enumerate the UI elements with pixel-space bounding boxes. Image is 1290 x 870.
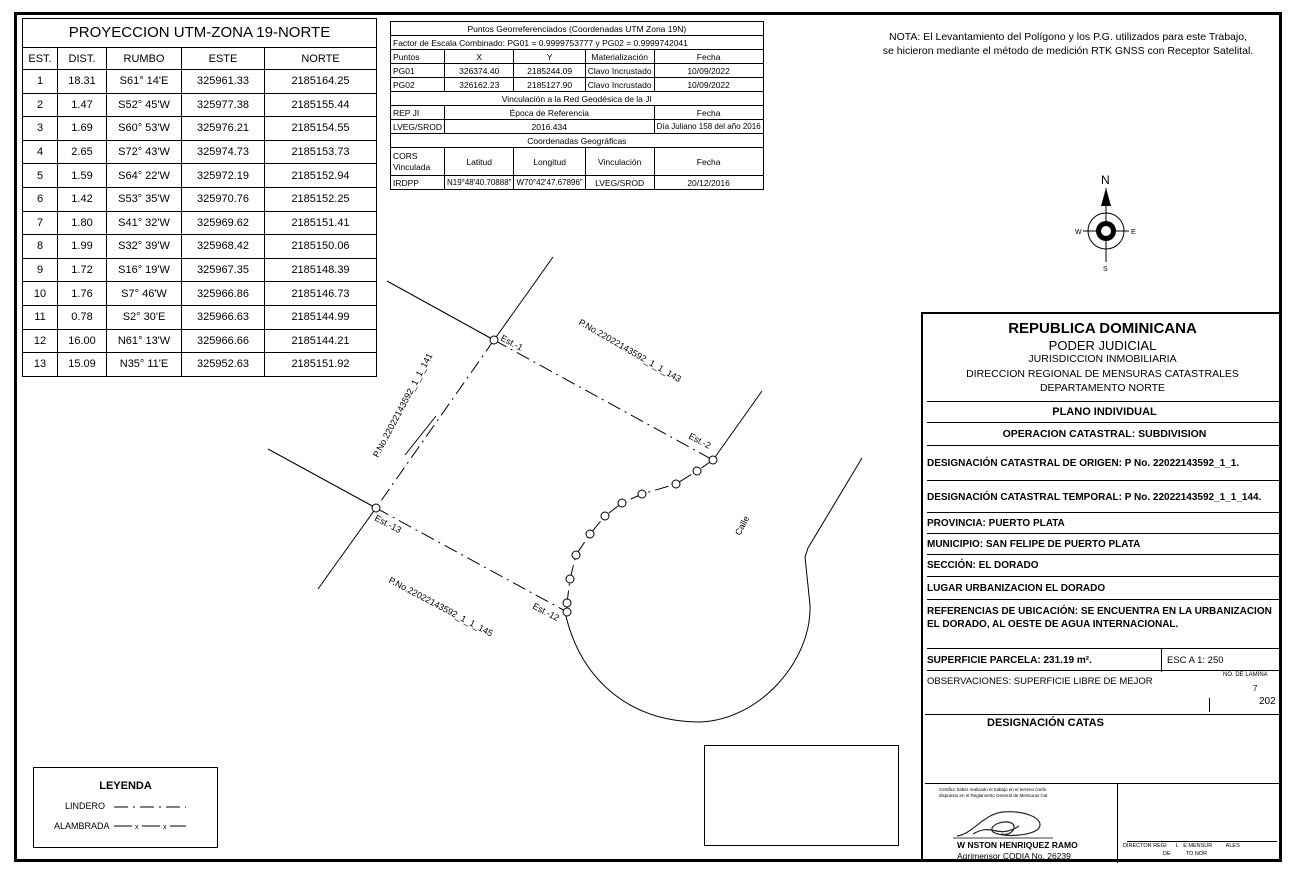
temporal-designation-text: DESIGNACIÓN CATASTRAL TEMPORAL: P No. 22022143592_1_1_144. bbox=[927, 491, 1262, 503]
vertex-marker bbox=[566, 575, 574, 583]
rumbo-cell: S53° 35'W bbox=[107, 187, 182, 211]
municipality bbox=[927, 533, 1282, 554]
point-x: 326162.23 bbox=[444, 78, 514, 92]
rep-header-epoca: Época de Referencia bbox=[444, 106, 654, 120]
surveyor-codia: Agrimensor CODIA No. 26239 bbox=[957, 851, 1071, 861]
operation-type bbox=[927, 422, 1282, 445]
rep-header-repji: REP JI bbox=[391, 106, 445, 120]
compass-n: N bbox=[1101, 173, 1110, 187]
vertex-marker bbox=[586, 530, 594, 538]
utm-header-rumbo: RUMBO bbox=[107, 48, 182, 70]
rumbo-cell: S41° 32'W bbox=[107, 211, 182, 235]
surface-text: SUPERFICIE PARCELA: 231.19 m². bbox=[927, 654, 1092, 666]
rumbo-cell: N35° 11'E bbox=[107, 353, 182, 377]
rumbo-cell: S2° 30'E bbox=[107, 305, 182, 329]
surface-divider bbox=[1161, 648, 1162, 672]
svg-text:x: x bbox=[163, 824, 167, 831]
vertex-marker bbox=[572, 551, 580, 559]
vertex-marker bbox=[693, 467, 701, 475]
norte-cell: 2185153.73 bbox=[265, 140, 377, 164]
utm-header-est: EST. bbox=[23, 48, 58, 70]
point-x: 326374.40 bbox=[444, 64, 514, 78]
rumbo-cell: S61° 14'E bbox=[107, 70, 182, 94]
point-y: 2185127.90 bbox=[514, 78, 585, 92]
rumbo-cell: S7° 46'W bbox=[107, 282, 182, 306]
geo-header-lon: Longitud bbox=[514, 148, 585, 176]
est-cell: 5 bbox=[23, 164, 58, 188]
year-fragment: 202 bbox=[1259, 696, 1276, 707]
point-id: PG02 bbox=[391, 78, 445, 92]
director-line1: DIRECTOR REGI L E MENSUR ALES bbox=[1123, 843, 1240, 849]
point-id: PG01 bbox=[391, 64, 445, 78]
dist-cell: 18.31 bbox=[58, 70, 107, 94]
neighbor-lines bbox=[268, 257, 862, 722]
certification-text bbox=[939, 787, 1048, 799]
point-date: 10/09/2022 bbox=[654, 78, 763, 92]
origin-designation bbox=[927, 445, 1282, 481]
alambrada-line-icon bbox=[114, 821, 186, 831]
legend bbox=[33, 767, 218, 848]
vertex-marker bbox=[372, 504, 380, 512]
este-cell: 325968.42 bbox=[182, 235, 265, 259]
dist-cell: 1.99 bbox=[58, 235, 107, 259]
vertex-marker bbox=[563, 599, 571, 607]
surveyor-signature-icon bbox=[953, 804, 1053, 844]
norte-cell: 2185152.25 bbox=[265, 187, 377, 211]
geo-header-vinc: Vinculación bbox=[585, 148, 654, 176]
origin-designation-text: DESIGNACIÓN CATASTRAL DE ORIGEN: P No. 22022143592_1_1. bbox=[927, 458, 1240, 469]
est-cell: 13 bbox=[23, 353, 58, 377]
plan-type-text: PLANO INDIVIDUAL bbox=[1052, 406, 1157, 418]
survey-note-line1: NOTA: El Levantamiento del Polígono y los P.G. utilizados para este Trabajo, bbox=[889, 31, 1247, 43]
compass-s: S bbox=[1103, 266, 1108, 273]
est1-label: Est.-1 bbox=[499, 332, 525, 353]
est2-label: Est.-2 bbox=[687, 430, 713, 451]
municipality-text: MUNICIPIO: SAN FELIPE DE PUERTO PLATA bbox=[927, 538, 1141, 550]
rumbo-cell: S32° 39'W bbox=[107, 235, 182, 259]
parcel-boundary bbox=[376, 340, 713, 612]
parcel-141-label: P.No.22022143592_1_1_141 bbox=[370, 351, 435, 459]
dist-cell: 1.80 bbox=[58, 211, 107, 235]
regional-title: DIRECCION REGIONAL DE MENSURAS CATASTRALES bbox=[966, 368, 1239, 380]
location-references-text: REFERENCIAS DE UBICACIÓN: SE ENCUENTRA EN LA URBANIZACION EL DORADO, AL OESTE DE AGUA INTERNACIONAL. bbox=[927, 606, 1272, 630]
este-cell: 325952.63 bbox=[182, 353, 265, 377]
este-cell: 325961.33 bbox=[182, 70, 265, 94]
plan-type bbox=[927, 401, 1282, 422]
norte-cell: 2185144.99 bbox=[265, 305, 377, 329]
dist-cell: 1.42 bbox=[58, 187, 107, 211]
north-arrow-icon bbox=[1083, 188, 1129, 262]
compass-w: W bbox=[1075, 229, 1082, 236]
geo-value-date: 20/12/2016 bbox=[654, 176, 763, 190]
certification-line1: Certifico haber realizado el trabajo en el terreno confo bbox=[939, 787, 1047, 792]
este-cell: 325966.63 bbox=[182, 305, 265, 329]
est-cell: 9 bbox=[23, 258, 58, 282]
geo-value-lat: N19°48'40.70888" bbox=[444, 176, 514, 190]
est-cell: 6 bbox=[23, 187, 58, 211]
geo-header-fecha: Fecha bbox=[654, 148, 763, 176]
svg-text:x: x bbox=[135, 824, 139, 831]
este-cell: 325977.38 bbox=[182, 93, 265, 117]
surveyor-name: W NSTON HENRIQUEZ RAMO bbox=[957, 840, 1078, 850]
norte-cell: 2185144.21 bbox=[265, 329, 377, 353]
est-cell: 8 bbox=[23, 235, 58, 259]
province-text: PROVINCIA: PUERTO PLATA bbox=[927, 517, 1065, 529]
est-cell: 1 bbox=[23, 70, 58, 94]
dist-cell: 2.65 bbox=[58, 140, 107, 164]
geo-value-cors: IRDPP bbox=[391, 176, 445, 190]
observations-text: OBSERVACIONES: SUPERFICIE LIBRE DE MEJOR bbox=[927, 675, 1153, 687]
branch-title: PODER JUDICIAL bbox=[1048, 338, 1157, 353]
vertex-marker bbox=[563, 608, 571, 616]
legend-lindero-label: LINDERO bbox=[65, 801, 106, 811]
norte-cell: 2185146.73 bbox=[265, 282, 377, 306]
surface bbox=[927, 648, 1282, 671]
director-signature-line bbox=[1127, 841, 1277, 842]
dist-cell: 1.72 bbox=[58, 258, 107, 282]
este-cell: 325967.35 bbox=[182, 258, 265, 282]
est-cell: 4 bbox=[23, 140, 58, 164]
rumbo-cell: S72° 43'W bbox=[107, 140, 182, 164]
este-cell: 325976.21 bbox=[182, 117, 265, 141]
province bbox=[927, 512, 1282, 533]
norte-cell: 2185155.44 bbox=[265, 93, 377, 117]
este-cell: 325970.76 bbox=[182, 187, 265, 211]
rumbo-cell: S52° 45'W bbox=[107, 93, 182, 117]
geo-title: Coordenadas Geográficas bbox=[391, 134, 764, 148]
points-table-title: Puntos Georreferenciados (Coordenadas UTM Zona 19N) bbox=[391, 22, 764, 36]
scale-factor: Factor de Escala Combinado: PG01 = 0.9999753777 y PG02 = 0.9999742041 bbox=[391, 36, 764, 50]
section-text: SECCIÓN: EL DORADO bbox=[927, 560, 1039, 571]
points-header-x: X bbox=[444, 50, 514, 64]
este-cell: 325966.86 bbox=[182, 282, 265, 306]
final-designation: DESIGNACIÓN CATAS bbox=[987, 717, 1104, 729]
dist-cell: 1.47 bbox=[58, 93, 107, 117]
operation-type-text: OPERACION CATASTRAL: SUBDIVISION bbox=[1002, 428, 1207, 440]
vinculacion-title: Vinculación a la Red Geodésica de la JI bbox=[391, 92, 764, 106]
dist-cell: 1.69 bbox=[58, 117, 107, 141]
este-cell: 325974.73 bbox=[182, 140, 265, 164]
department-title: DEPARTAMENTO NORTE bbox=[1039, 382, 1166, 394]
blank-box bbox=[704, 745, 899, 846]
est12-label: Est.-12 bbox=[531, 600, 561, 624]
parcel-143-label: P.No.22022143592_1_1_143 bbox=[577, 317, 683, 384]
este-cell: 325969.62 bbox=[182, 211, 265, 235]
rep-value-epoch: 2016.434 bbox=[444, 120, 654, 134]
sheet-number-label: NO. DE LAMINA bbox=[1223, 672, 1268, 678]
vertex-marker bbox=[638, 490, 646, 498]
geo-header-cors: CORS Vinculada bbox=[391, 148, 445, 176]
utm-header-dist: DIST. bbox=[58, 48, 107, 70]
dist-cell: 0.78 bbox=[58, 305, 107, 329]
survey-note-line2: se hicieron mediante el método de medición RTK GNSS con Receptor Satelital. bbox=[882, 45, 1254, 57]
est-cell: 7 bbox=[23, 211, 58, 235]
certification-line2: dispuesto en el Reglamento General de Mensuras Cat bbox=[939, 793, 1048, 798]
jurisdiction-title: JURISDICCION INMOBILIARIA bbox=[1028, 353, 1177, 365]
norte-cell: 2185148.39 bbox=[265, 258, 377, 282]
director-line2: DE TO NOR bbox=[1163, 851, 1208, 857]
parcel-145-label: P.No.22022143592_1_1_145 bbox=[387, 574, 495, 639]
este-cell: 325972.19 bbox=[182, 164, 265, 188]
location-references bbox=[927, 599, 1282, 647]
dist-cell: 16.00 bbox=[58, 329, 107, 353]
signature-divider bbox=[1117, 783, 1118, 863]
vertex-marker bbox=[618, 499, 626, 507]
vertex-marker bbox=[709, 456, 717, 464]
vertex-marker bbox=[672, 480, 680, 488]
utm-header-norte: NORTE bbox=[265, 48, 377, 70]
point-date: 10/09/2022 bbox=[654, 64, 763, 78]
points-header-y: Y bbox=[514, 50, 585, 64]
est-cell: 10 bbox=[23, 282, 58, 306]
norte-cell: 2185150.06 bbox=[265, 235, 377, 259]
compass-e: E bbox=[1131, 229, 1136, 236]
country-title: REPUBLICA DOMINICANA bbox=[1008, 320, 1197, 337]
rep-header-fecha: Fecha bbox=[654, 106, 763, 120]
temporal-designation bbox=[927, 480, 1282, 513]
este-cell: 325966.66 bbox=[182, 329, 265, 353]
vertex-markers bbox=[372, 336, 717, 616]
vertex-marker bbox=[601, 512, 609, 520]
est-cell: 3 bbox=[23, 117, 58, 141]
legend-title: LEYENDA bbox=[99, 780, 152, 792]
legend-alambrada-label: ALAMBRADA bbox=[54, 821, 110, 831]
sheet-divider bbox=[1209, 698, 1210, 712]
point-y: 2185244.09 bbox=[514, 64, 585, 78]
est-cell: 11 bbox=[23, 305, 58, 329]
points-header-fecha: Fecha bbox=[654, 50, 763, 64]
section bbox=[927, 554, 1282, 576]
est-cell: 12 bbox=[23, 329, 58, 353]
norte-cell: 2185151.41 bbox=[265, 211, 377, 235]
scale: ESC A 1: 250 bbox=[1167, 655, 1224, 666]
vertex-marker bbox=[490, 336, 498, 344]
dist-cell: 1.59 bbox=[58, 164, 107, 188]
point-material: Clavo Incrustado bbox=[585, 64, 654, 78]
point-material: Clavo Incrustado bbox=[585, 78, 654, 92]
rep-value-station: LVEG/SROD bbox=[391, 120, 445, 134]
norte-cell: 2185152.94 bbox=[265, 164, 377, 188]
norte-cell: 2185151.92 bbox=[265, 353, 377, 377]
place-text: LUGAR URBANIZACION EL DORADO bbox=[927, 582, 1106, 594]
est13-label: Est.-13 bbox=[373, 512, 403, 536]
street-label: Calle bbox=[732, 514, 752, 537]
points-header-materializacion: Materialización bbox=[585, 50, 654, 64]
geo-value-vinc: LVEG/SROD bbox=[585, 176, 654, 190]
rep-value-date: Día Juliano 158 del año 2016 bbox=[654, 120, 763, 134]
dist-cell: 1.76 bbox=[58, 282, 107, 306]
norte-cell: 2185164.25 bbox=[265, 70, 377, 94]
rumbo-cell: N61° 13'W bbox=[107, 329, 182, 353]
geo-value-lon: W70°42'47.67896" bbox=[514, 176, 585, 190]
designation-separator bbox=[925, 714, 1282, 715]
dist-cell: 15.09 bbox=[58, 353, 107, 377]
est-cell: 2 bbox=[23, 93, 58, 117]
rumbo-cell: S16° 19'W bbox=[107, 258, 182, 282]
norte-cell: 2185154.55 bbox=[265, 117, 377, 141]
lindero-line-icon bbox=[114, 804, 186, 810]
geo-header-lat: Latitud bbox=[444, 148, 514, 176]
points-header-puntos: Puntos bbox=[391, 50, 445, 64]
utm-header-este: ESTE bbox=[182, 48, 265, 70]
place bbox=[927, 576, 1282, 599]
sheet-number-fragment: 7 bbox=[1253, 684, 1258, 693]
rumbo-cell: S64° 22'W bbox=[107, 164, 182, 188]
rumbo-cell: S60° 53'W bbox=[107, 117, 182, 141]
signature-separator bbox=[925, 783, 1282, 784]
title-block bbox=[921, 312, 1282, 862]
utm-table-title: PROYECCION UTM-ZONA 19-NORTE bbox=[22, 18, 377, 47]
